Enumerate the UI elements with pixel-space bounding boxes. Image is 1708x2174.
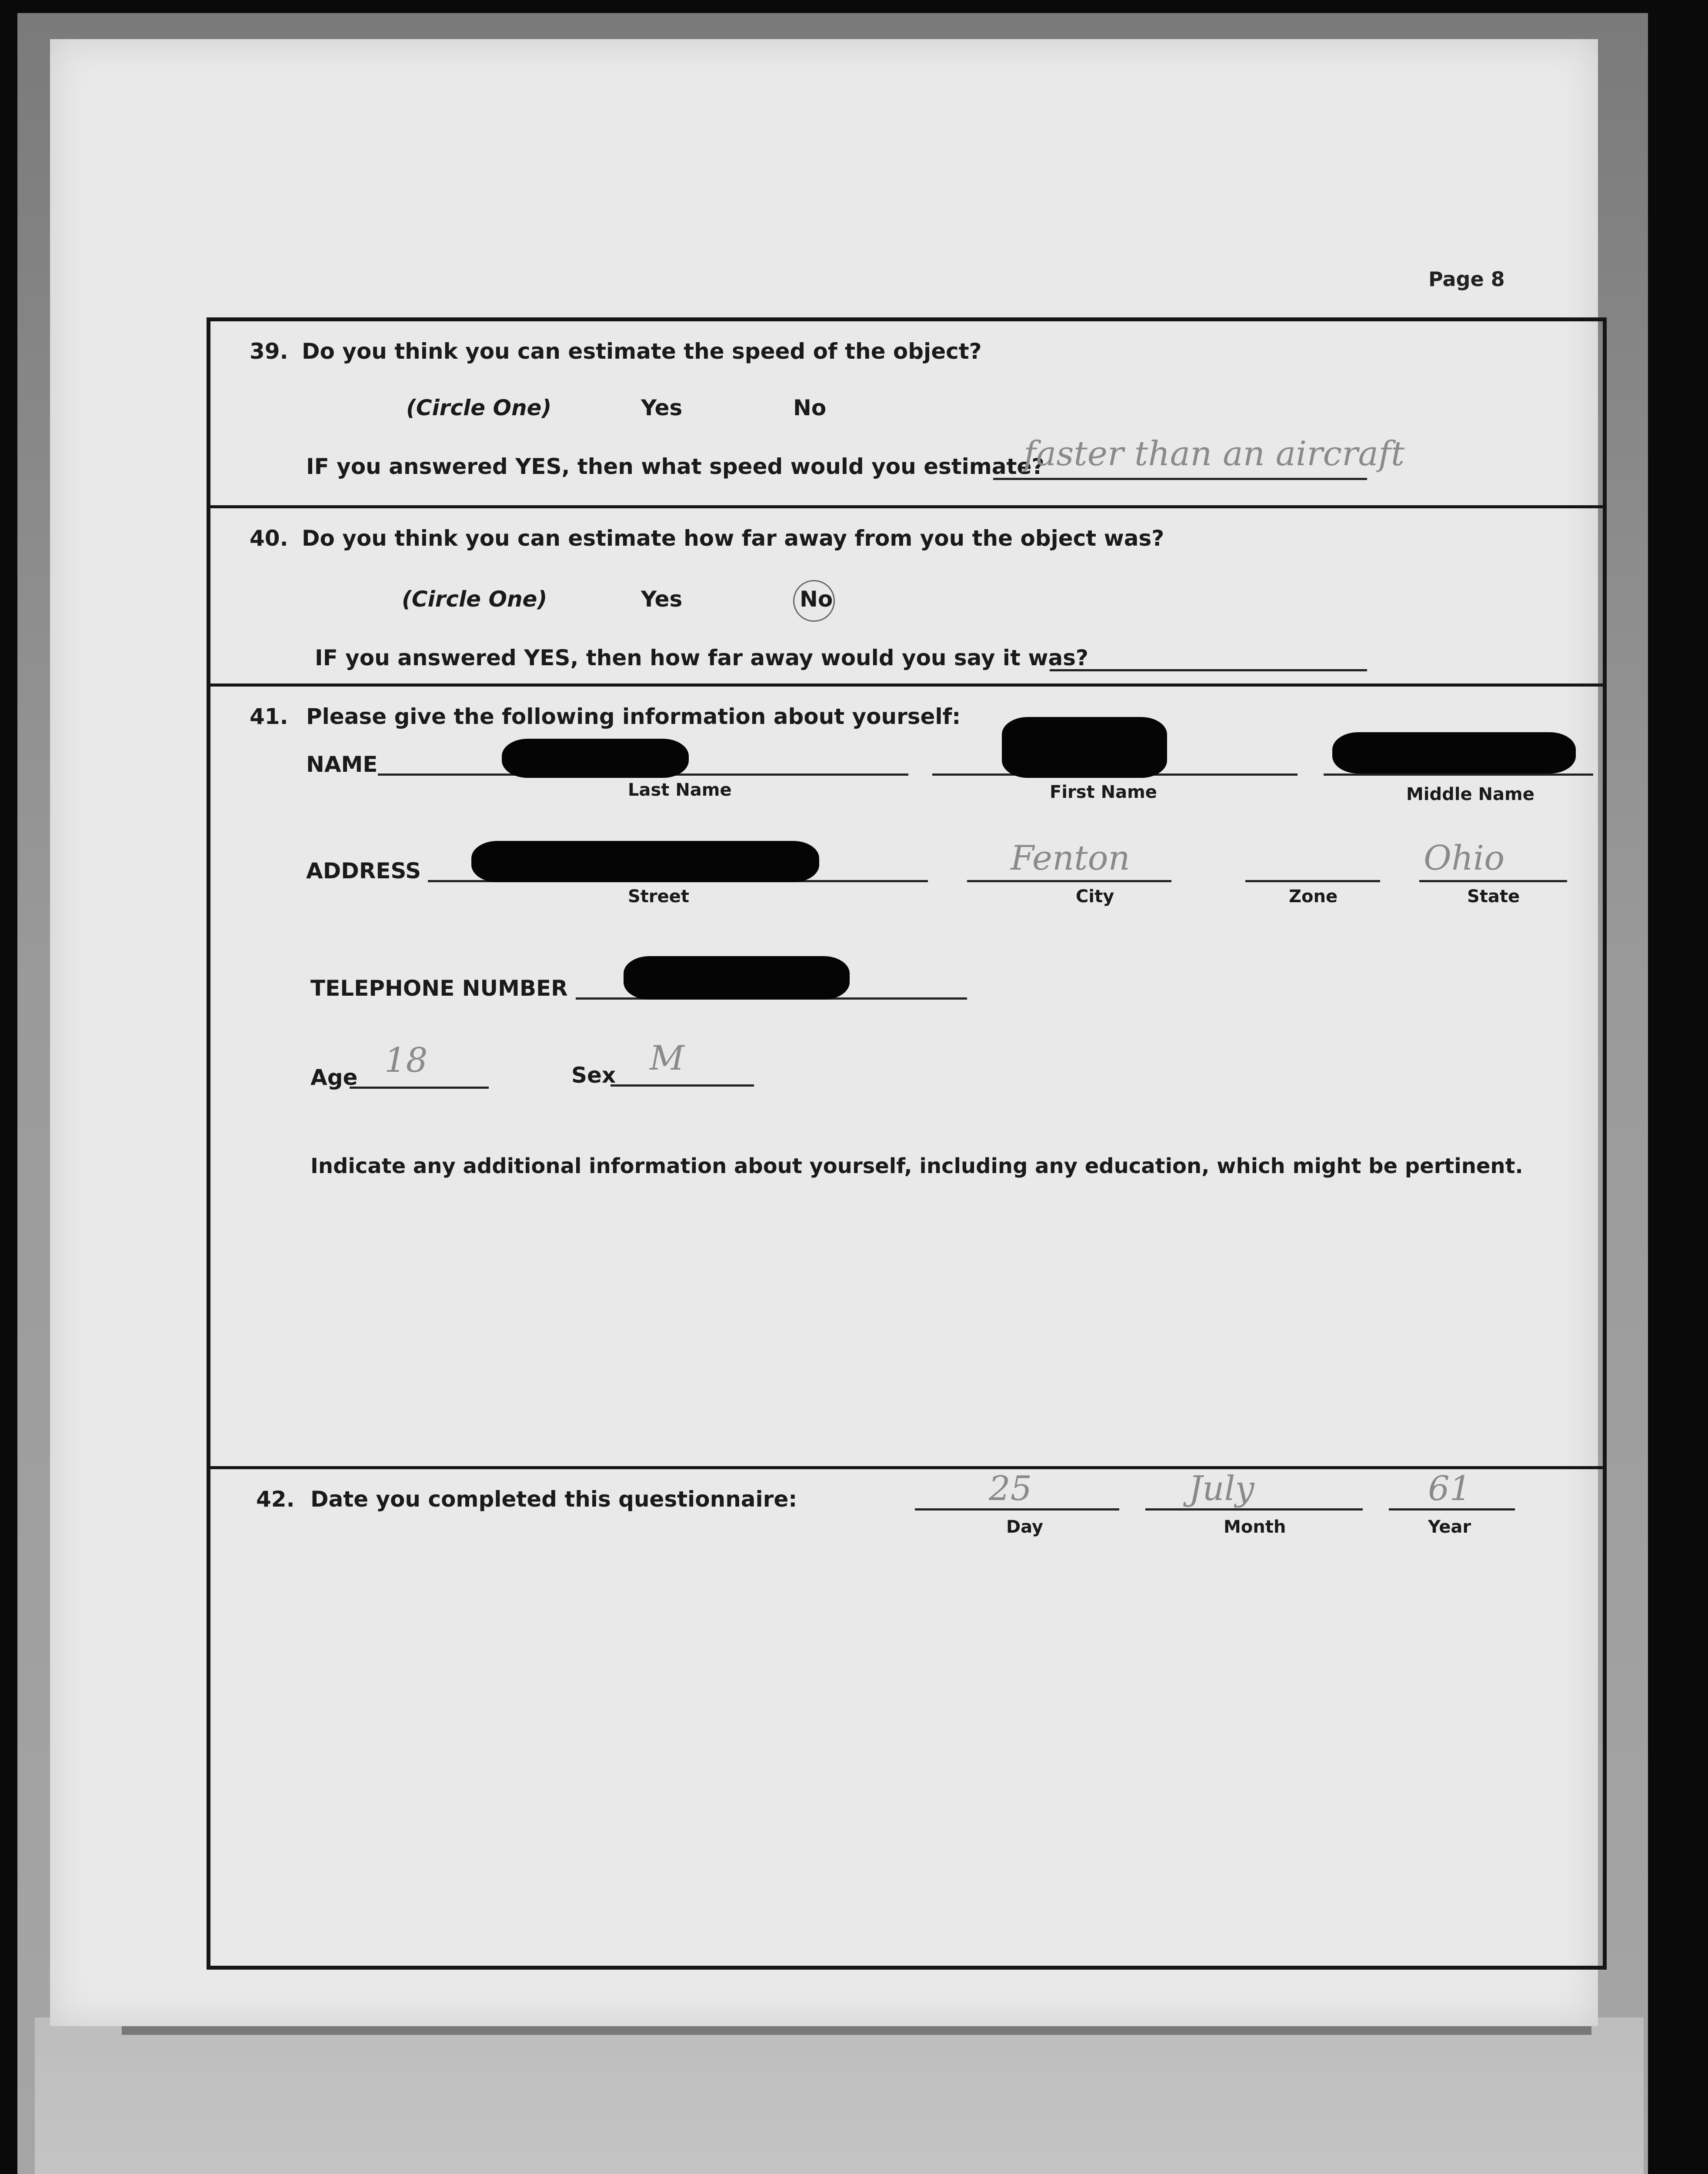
day-line xyxy=(915,1508,1119,1510)
first-name-redaction xyxy=(1002,717,1167,778)
state-value[interactable]: Ohio xyxy=(1424,839,1505,878)
name-label: NAME xyxy=(306,752,378,777)
questionnaire-page xyxy=(50,39,1598,2026)
year-value[interactable]: 61 xyxy=(1428,1469,1471,1508)
state-line xyxy=(1419,880,1567,882)
zone-line xyxy=(1245,880,1380,882)
q40-circle-label: (Circle One) xyxy=(402,587,547,612)
city-value[interactable]: Fenton xyxy=(1011,839,1130,878)
telephone-label: TELEPHONE NUMBER xyxy=(310,976,568,1001)
middle-name-caption: Middle Name xyxy=(1406,784,1535,804)
city-caption: City xyxy=(1076,887,1114,907)
day-caption: Day xyxy=(1006,1517,1044,1537)
age-line xyxy=(350,1087,489,1089)
age-value[interactable]: 18 xyxy=(384,1041,428,1080)
month-caption: Month xyxy=(1224,1517,1286,1537)
page-number: Page 8 xyxy=(1428,267,1505,291)
question-39-section xyxy=(210,321,1603,508)
q39-question: Do you think you can estimate the speed of the object? xyxy=(302,339,982,364)
telephone-redaction xyxy=(624,956,850,1000)
zone-caption: Zone xyxy=(1289,887,1338,907)
q39-yes-option[interactable]: Yes xyxy=(641,395,683,420)
day-value[interactable]: 25 xyxy=(989,1469,1032,1508)
q40-no-option[interactable]: No xyxy=(800,587,833,612)
q39-followup: IF you answered YES, then what speed would you estimate? xyxy=(306,454,1044,479)
address-label: ADDRESS xyxy=(306,858,421,884)
street-redaction xyxy=(471,841,819,882)
q40-no-circle-mark xyxy=(793,580,835,622)
city-line xyxy=(967,880,1171,882)
q40-followup: IF you answered YES, then how far away would you say it was? xyxy=(315,645,1089,670)
sex-value[interactable]: M xyxy=(650,1039,684,1078)
month-line xyxy=(1145,1508,1363,1510)
q39-number: 39. xyxy=(250,339,288,364)
scan-lower-area xyxy=(35,2017,1644,2174)
last-name-redaction xyxy=(502,739,689,778)
state-caption: State xyxy=(1467,887,1520,907)
question-40-section xyxy=(210,508,1603,687)
year-caption: Year xyxy=(1428,1517,1471,1537)
q40-number: 40. xyxy=(250,526,288,551)
month-value[interactable]: July xyxy=(1189,1469,1254,1508)
q40-question: Do you think you can estimate how far away from you the object was? xyxy=(302,526,1164,551)
q41-number: 41. xyxy=(250,704,288,729)
question-41-section xyxy=(210,687,1603,1469)
questionnaire-form xyxy=(207,317,1607,1970)
year-line xyxy=(1389,1508,1515,1510)
q41-intro: Please give the following information about yourself: xyxy=(306,704,961,729)
last-name-caption: Last Name xyxy=(628,780,732,800)
q39-answer[interactable]: faster than an aircraft xyxy=(1024,434,1405,473)
q39-answer-line xyxy=(993,478,1367,480)
additional-info-prompt: Indicate any additional information about yourself, including any education, which might be pertinent. xyxy=(310,1154,1523,1178)
sex-label: Sex xyxy=(571,1063,616,1088)
q42-number: 42. xyxy=(256,1487,295,1512)
middle-name-line xyxy=(1324,774,1593,776)
first-name-caption: First Name xyxy=(1050,782,1157,802)
age-label: Age xyxy=(310,1065,358,1090)
question-42-section xyxy=(210,1469,1603,1969)
q39-no-option[interactable]: No xyxy=(793,395,827,420)
street-caption: Street xyxy=(628,887,690,907)
sex-line xyxy=(610,1084,754,1087)
q39-circle-label: (Circle One) xyxy=(406,395,552,420)
q42-question: Date you completed this questionnaire: xyxy=(310,1487,797,1512)
q40-answer-line xyxy=(1050,669,1367,671)
q40-yes-option[interactable]: Yes xyxy=(641,587,683,612)
middle-name-redaction xyxy=(1332,732,1576,774)
